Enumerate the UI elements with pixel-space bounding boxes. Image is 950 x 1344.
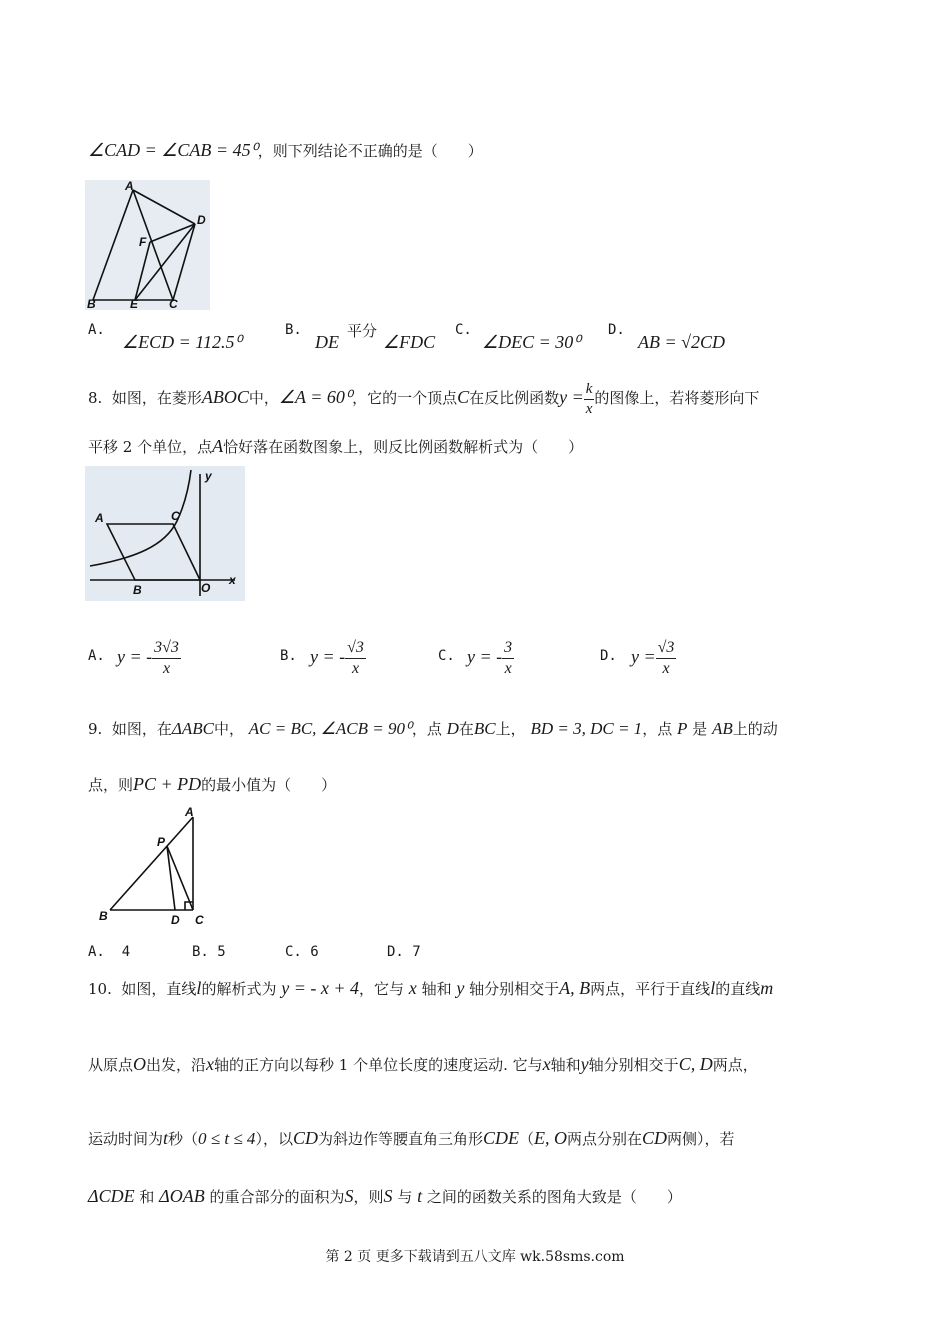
q9-text: 点，则 — [88, 776, 134, 794]
q7-label-f: F — [139, 235, 147, 249]
q8-number: 8. — [88, 389, 103, 407]
q8-option-b-num: √3 — [345, 640, 366, 659]
q8-option-b — [310, 640, 366, 677]
q8-math: A — [212, 436, 224, 456]
q10-text: 从原点 — [88, 1056, 134, 1074]
q8-option-b-lhs: y = - — [310, 646, 346, 667]
q8-option-d-den: x — [662, 660, 670, 677]
q10-math: CD — [642, 1128, 668, 1148]
q9-option-d: 7 — [412, 944, 421, 960]
q10-math: C, D — [678, 1054, 713, 1074]
q8-label-y: y — [205, 469, 212, 483]
q10-text: 秒（ — [168, 1130, 199, 1148]
q9-math: BC — [473, 719, 496, 738]
q7-option-b-math-b: ∠FDC — [383, 332, 436, 352]
q9-text: 是 — [692, 720, 708, 738]
q8-option-a-lhs: y = - — [117, 646, 153, 667]
q10-math: A, B — [559, 978, 591, 998]
q10-math: t — [417, 1186, 423, 1206]
q9-math: BD = 3, DC = 1 — [530, 719, 643, 738]
q10-text: ），以 — [255, 1130, 293, 1148]
q10-math: S — [383, 1186, 393, 1206]
q9-number: 9. — [88, 720, 103, 738]
q10-text: 轴和 — [421, 980, 452, 998]
q10-text: 轴分别相交于 — [588, 1056, 679, 1074]
q7-option-a: ∠ECD = 112.5⁰ — [122, 332, 242, 352]
q9-math: PC + PD — [133, 774, 202, 794]
q8-option-d-label: D. — [600, 648, 617, 664]
q8-text: 中， — [248, 389, 279, 407]
q10-text: ，它与 — [359, 980, 405, 998]
q9-label-a: A — [185, 805, 194, 819]
q9-math: D — [446, 719, 459, 738]
q10-math: l — [196, 978, 202, 998]
q10-text: 的直线 — [715, 980, 761, 998]
q10-math: m — [760, 978, 774, 998]
q10-line4 — [88, 1186, 682, 1207]
q9-option-c-label: C. — [285, 944, 302, 960]
q7-option-c-label: C. — [455, 322, 472, 338]
q10-line1 — [88, 978, 773, 999]
q10-text: ，则 — [353, 1188, 384, 1206]
q9-text: 的最小值为（ ） — [201, 776, 337, 794]
q8-option-c — [467, 640, 514, 677]
q8-label-o: O — [201, 581, 211, 595]
q7-figure — [85, 180, 210, 310]
q10-math: S — [344, 1186, 354, 1206]
q9-line2 — [88, 774, 336, 795]
q10-text: 两点，平行于直线 — [590, 980, 711, 998]
q10-text: 两点分别在 — [567, 1130, 643, 1148]
q8-line1 — [88, 378, 759, 417]
q8-option-d-num: √3 — [656, 640, 677, 659]
q10-text: 的解析式为 — [201, 980, 277, 998]
q8-text: 恰好落在函数图象上，则反比例函数解析式为（ ） — [223, 438, 584, 456]
q9-option-b: 5 — [217, 944, 226, 960]
q8-line2 — [88, 436, 583, 457]
q10-text: 为斜边作等腰直角三角形 — [317, 1130, 483, 1148]
q10-text: 轴的正方向以每秒 1 个单位长度的速度运动. 它与 — [214, 1056, 543, 1074]
q10-math: ΔOAB — [159, 1186, 205, 1206]
q7-label-a: A — [125, 180, 134, 193]
q10-text: 和 — [139, 1188, 155, 1206]
q7-option-a-label: A. — [88, 322, 105, 338]
q9-math: AC = BC, ∠ACB = 90⁰ — [248, 719, 412, 738]
q7-option-b-math-a: DE — [315, 332, 339, 352]
q10-text: 两侧），若 — [667, 1130, 735, 1148]
q9-line1 — [88, 718, 778, 739]
q9-math: ΔABC — [171, 719, 214, 738]
q9-text: 如图，在 — [111, 720, 172, 738]
q8-option-a — [117, 640, 181, 677]
q10-math: y = - x + 4 — [281, 978, 359, 998]
q8-fraction — [584, 382, 595, 417]
q8-option-a-den: x — [162, 660, 171, 677]
q10-math: x — [542, 1054, 551, 1074]
q7-option-b-label: B. — [285, 322, 302, 338]
q8-label-a: A — [95, 511, 104, 525]
q8-option-a-num: 3√3 — [152, 640, 181, 659]
q10-math: E, O — [534, 1128, 567, 1148]
q10-text: （ — [518, 1130, 534, 1148]
q10-text: 与 — [397, 1188, 413, 1206]
q10-text: 轴和 — [550, 1056, 581, 1074]
q10-math: t — [163, 1128, 169, 1148]
q8-text: 平移 2 个单位，点 — [88, 438, 213, 456]
q8-label-x: x — [229, 573, 236, 587]
q8-option-c-label: C. — [438, 648, 455, 664]
q10-math: x — [408, 978, 417, 998]
q9-text: ，点 — [642, 720, 673, 738]
q9-options — [88, 944, 130, 960]
q9-label-b: B — [99, 909, 108, 923]
q8-text: 如图，在菱形 — [111, 389, 202, 407]
q8-math: ∠A = 60⁰ — [278, 387, 353, 407]
q9-label-p: P — [157, 835, 166, 849]
page-footer: 第 2 页 更多下载请到五八文库 wk.58sms.com — [325, 1249, 625, 1265]
q7-stem — [88, 140, 483, 161]
q7-option-d: AB = √2CD — [638, 332, 726, 352]
q10-line2 — [88, 1054, 758, 1075]
q8-label-c: C — [171, 509, 180, 523]
q8-option-c-num: 3 — [502, 640, 514, 659]
q7-stem-text: ，则下列结论不正确的是（ ） — [257, 142, 483, 160]
q8-frac-den: x — [585, 400, 593, 417]
q10-math: ΔCDE — [88, 1186, 135, 1206]
q9-math: P — [676, 719, 688, 738]
q9-option-d-wrap — [387, 944, 421, 960]
q10-text: 两点， — [712, 1056, 758, 1074]
q8-frac-num: k — [584, 382, 595, 400]
q9-text: 中， — [213, 720, 244, 738]
q10-text: 如图，直线 — [121, 980, 197, 998]
q8-text: 在反比例函数 — [469, 389, 560, 407]
q8-text: ，它的一个顶点 — [352, 389, 458, 407]
q8-option-d-lhs: y = — [631, 646, 656, 667]
q9-text: 在 — [458, 720, 474, 738]
q9-label-c: C — [195, 913, 204, 927]
q9-option-b-wrap — [192, 944, 226, 960]
q9-edge-ab — [110, 817, 193, 910]
q10-text: 轴分别相交于 — [469, 980, 560, 998]
q7-option-b-text: 平分 — [347, 322, 378, 340]
q10-text: 的重合部分的面积为 — [209, 1188, 345, 1206]
q9-text: 上， — [495, 720, 526, 738]
q7-label-d: D — [197, 213, 206, 227]
q9-option-a-label: A. — [88, 944, 105, 960]
q10-math: O — [133, 1054, 147, 1074]
q9-text: ，点 — [411, 720, 442, 738]
q8-math: y = — [559, 387, 584, 407]
q8-math: C — [457, 387, 470, 407]
q8-figure — [85, 466, 245, 601]
q8-option-c-den: x — [504, 660, 512, 677]
q8-option-c-lhs: y = - — [467, 646, 503, 667]
q9-label-d: D — [171, 913, 180, 927]
q7-label-b: B — [87, 297, 96, 310]
q7-option-d-label: D. — [608, 322, 625, 338]
q9-figure — [95, 802, 225, 927]
q7-label-e: E — [130, 297, 139, 310]
q10-math: CDE — [482, 1128, 519, 1148]
q10-math: y — [456, 978, 465, 998]
q8-text: 的图像上，若将菱形向下 — [594, 389, 760, 407]
q10-math: 0 ≤ t ≤ 4 — [198, 1129, 256, 1148]
q10-math: l — [710, 978, 716, 998]
q8-option-b-label: B. — [280, 648, 297, 664]
q9-option-b-label: B. — [192, 944, 209, 960]
q9-option-c-wrap — [285, 944, 319, 960]
q9-option-a: 4 — [121, 944, 131, 960]
q7-label-c: C — [169, 297, 178, 310]
q9-option-c: 6 — [310, 944, 319, 960]
q10-number: 10. — [88, 980, 112, 998]
q10-math: y — [580, 1054, 589, 1074]
q9-text: 上的动 — [732, 720, 778, 738]
q8-option-d — [631, 640, 676, 677]
q8-option-a-label: A. — [88, 648, 105, 664]
q10-math: x — [206, 1054, 215, 1074]
q10-math: CD — [292, 1128, 318, 1148]
q7-option-c: ∠DEC = 30⁰ — [482, 332, 581, 352]
q8-label-b: B — [133, 583, 142, 597]
q9-math: AB — [711, 719, 733, 738]
q10-text: 之间的函数关系的图角大致是（ ） — [426, 1188, 682, 1206]
q9-option-d-label: D. — [387, 944, 404, 960]
q7-stem-math: ∠CAD = ∠CAB = 45⁰ — [88, 140, 258, 160]
q8-math: ABOC — [201, 387, 249, 407]
q8-option-b-den: x — [351, 660, 360, 677]
q10-text: 运动时间为 — [88, 1130, 164, 1148]
q10-text: 出发，沿 — [146, 1056, 207, 1074]
q10-line3 — [88, 1128, 735, 1149]
